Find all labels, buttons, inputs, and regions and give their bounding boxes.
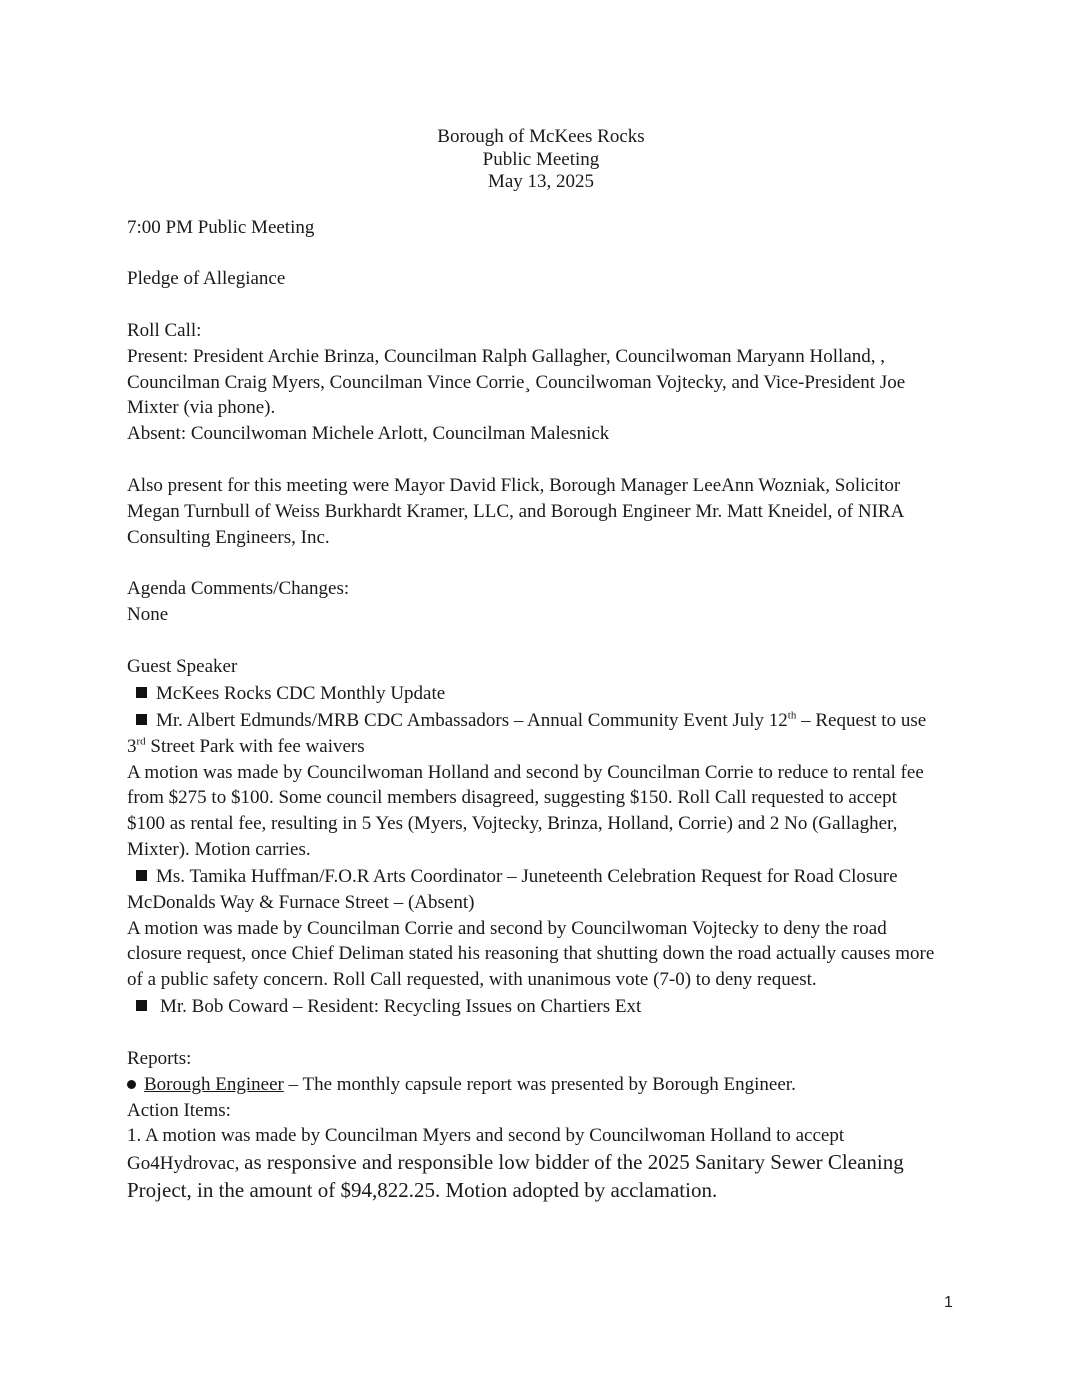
present-line: Councilman Craig Myers, Councilman Vince Corrie¸ Councilwoman Vojtecky, and Vice-President Joe — [127, 371, 906, 393]
guest-speaker-heading: Guest Speaker — [127, 656, 238, 678]
roll-call-section — [127, 318, 957, 447]
guest-item-text: Mr. Bob Coward – Resident: Recycling Issues on Chartiers Ext — [160, 996, 642, 1018]
report-item-text: – The monthly capsule report was presented by Borough Engineer. — [283, 1073, 796, 1095]
document-header — [127, 126, 955, 194]
header-meeting-type: Public Meeting — [482, 148, 600, 170]
header-org: Borough of McKees Rocks — [437, 126, 645, 147]
header-date: May 13, 2025 — [487, 171, 595, 192]
motion-text: closure request, once Chief Deliman stated his reasoning that shutting down the road actually causes more — [127, 943, 935, 965]
square-bullet-icon — [136, 1000, 147, 1011]
reports-heading: Reports: — [127, 1048, 192, 1070]
action-items-heading: Action Items: — [127, 1099, 231, 1121]
present-line: Mixter (via phone). — [127, 397, 276, 419]
motion-text: Mixter). Motion carries. — [127, 839, 311, 861]
guest-item — [127, 863, 957, 890]
guest-item — [127, 680, 957, 707]
also-present-line: Consulting Engineers, Inc. — [127, 526, 330, 548]
pledge: Pledge of Allegiance — [127, 268, 286, 290]
guest-item-text: McKees Rocks CDC Monthly Update — [156, 682, 446, 704]
square-bullet-icon — [136, 714, 147, 725]
roll-call-heading: Roll Call: — [127, 320, 202, 342]
also-present-line: Megan Turnbull of Weiss Burkhardt Kramer, LLC, and Borough Engineer Mr. Matt Kneidel, of NIRA — [127, 500, 905, 522]
agenda-value: None — [127, 604, 169, 626]
motion-text: $100 as rental fee, resulting in 5 Yes (Myers, Vojtecky, Brinza, Holland, Corrie) and 2 No (Gallagher, — [127, 813, 898, 835]
report-item-title: Borough Engineer — [144, 1073, 284, 1095]
guest-speaker-section — [127, 654, 957, 1020]
motion-text: from $275 to $100. Some council members disagreed, suggesting $150. Roll Call requested to accept — [127, 787, 897, 809]
square-bullet-icon — [136, 870, 147, 881]
also-present-section — [127, 473, 957, 550]
agenda-heading: Agenda Comments/Changes: — [127, 578, 350, 600]
round-bullet-icon — [127, 1080, 136, 1089]
page-number: 1 — [944, 1294, 953, 1311]
action-item-text: Go4Hydrovac, as responsive and responsible low bidder of the 2025 Sanitary Sewer Cleaning — [127, 1150, 904, 1175]
reports-section — [127, 1046, 957, 1204]
meeting-time: 7:00 PM Public Meeting — [127, 216, 315, 238]
motion-text: A motion was made by Councilman Corrie and second by Councilwoman Vojtecky to deny the road — [127, 917, 887, 939]
square-bullet-icon — [136, 687, 147, 698]
guest-item-continuation: 3rd Street Park with fee waivers — [127, 735, 365, 757]
report-item — [127, 1072, 957, 1098]
agenda-section — [127, 576, 957, 628]
also-present-line: Also present for this meeting were Mayor David Flick, Borough Manager LeeAnn Wozniak, Solicitor — [127, 475, 901, 497]
document-page — [127, 126, 957, 1204]
action-item-text: 1. A motion was made by Councilman Myers and second by Councilwoman Holland to accept — [127, 1125, 845, 1147]
guest-item — [127, 707, 957, 734]
guest-item-text: Ms. Tamika Huffman/F.O.R Arts Coordinator – Juneteenth Celebration Request for Road Closure — [156, 865, 898, 887]
guest-item-continuation: McDonalds Way & Furnace Street – (Absent) — [127, 891, 475, 913]
motion-text: A motion was made by Councilwoman Holland and second by Councilman Corrie to reduce to rental fee — [127, 761, 924, 783]
motion-text: of a public safety concern. Roll Call requested, with unanimous vote (7-0) to deny request. — [127, 969, 817, 991]
action-item-text: Project, in the amount of $94,822.25. Motion adopted by acclamation. — [127, 1178, 718, 1203]
guest-item — [127, 993, 957, 1020]
absent-line: Absent: Councilwoman Michele Arlott, Councilman Malesnick — [127, 423, 610, 445]
guest-item-text: Mr. Albert Edmunds/MRB CDC Ambassadors – Annual Community Event July 12th – Request to use — [156, 709, 927, 731]
present-line: Present: President Archie Brinza, Councilman Ralph Gallagher, Councilwoman Maryann Holland, , — [127, 345, 886, 367]
